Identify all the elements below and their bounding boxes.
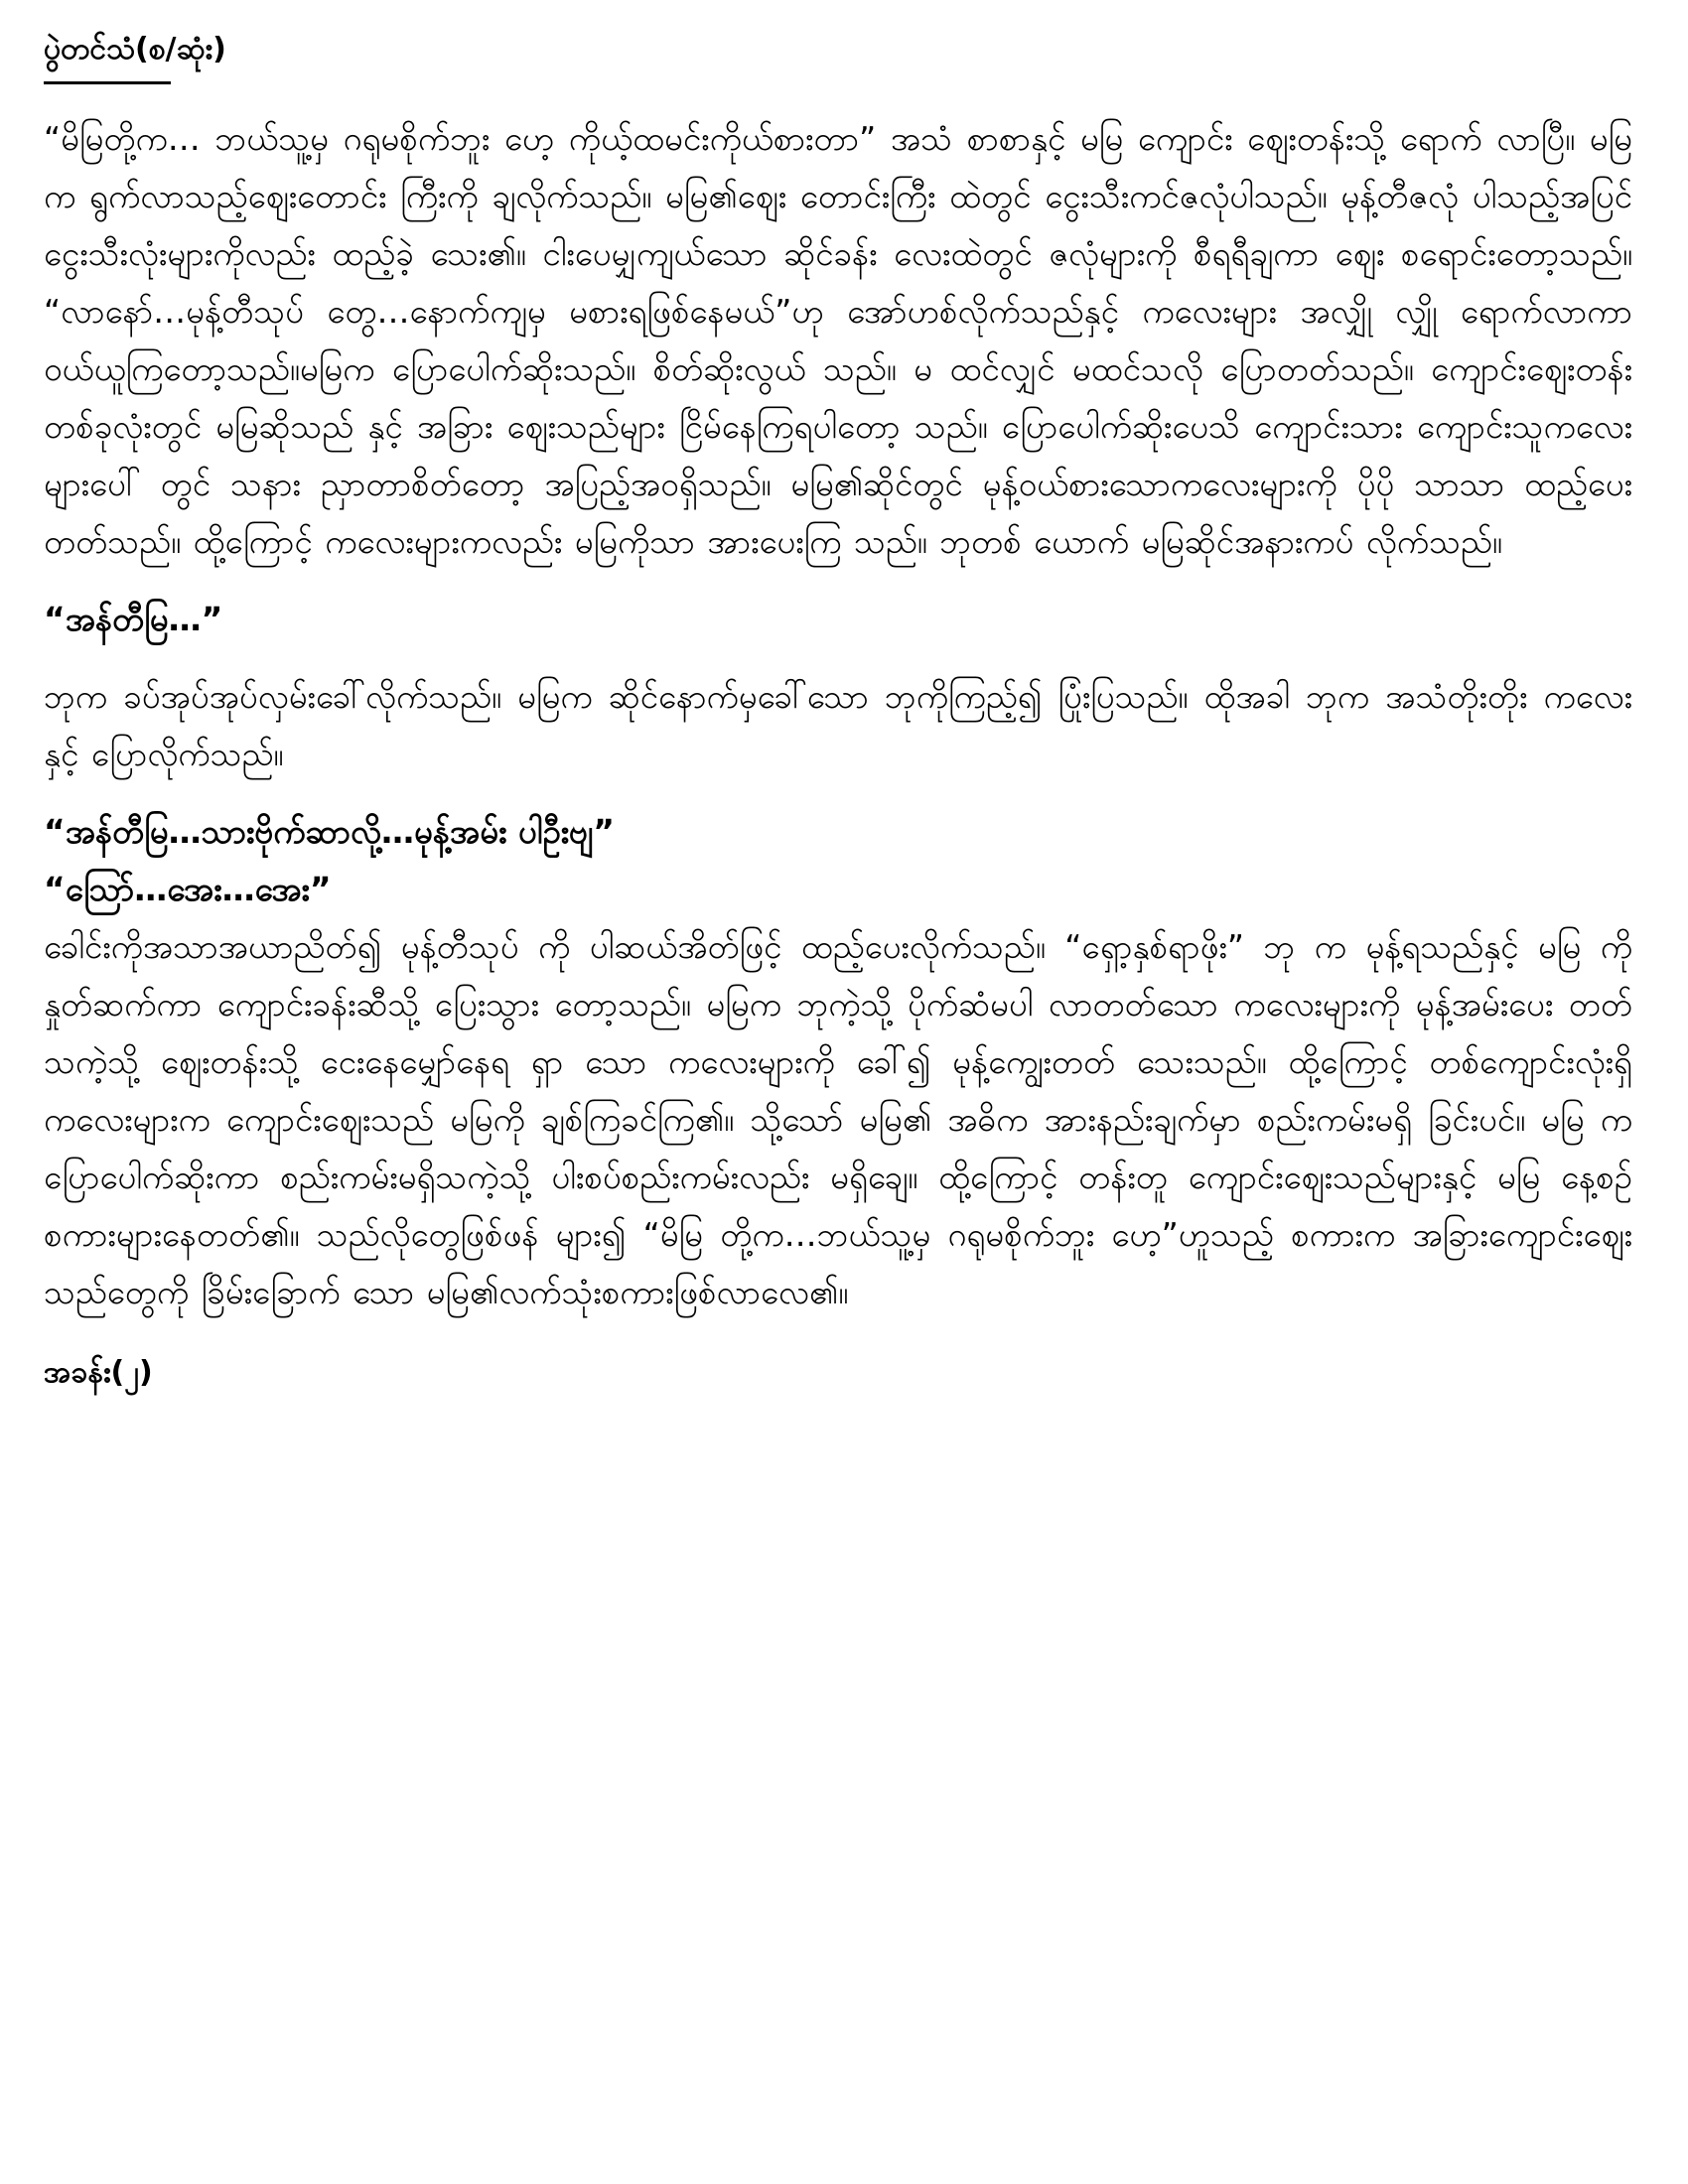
document-title: ပွဲတင်သံ(စ/ဆုံး) [44,32,226,67]
paragraph-2: ဘုက ခပ်အုပ်အုပ်လှမ်းခေါ်လိုက်သည်။ မမြက ဆိုင်နောက်မှခေါ်သော ဘုကိုကြည့်၍ ပြုံးပြသည်။ ထိုအခါ ဘုက အသံတိုးတိုး ကလေးနှင့် ပြောလိုက်သည်။ [44,677,1632,773]
paragraph-3: ခေါင်းကိုအသာအယာညိတ်၍ မုန့်တီသုပ် ကို ပါဆယ်အိတ်ဖြင့် ထည့်ပေးလိုက်သည်။ “ရှော့နှစ်ရာဖိုး” ဘု က မုန့်ရသည်နှင့် မမြ ကိုနှုတ်ဆက်ကာ ကျောင်းခန်းဆီသို့ ပြေးသွား တော့သည်။ မမြက ဘုကဲ့သို့ ပိုက်ဆံမပါ လာတတ်သော ကလေးများကို မုန့်အမ်းပေး တတ်သကဲ့သို့ ဈေးတန်းသို့ ငေးနေမျှော်နေရ ရှာ သော ကလေးများကို ခေါ်၍ မုန့်ကျွေးတတ် သေးသည်။ ထို့ကြောင့် တစ်ကျောင်းလုံးရှိ ကလေးများက ကျောင်းဈေးသည် မမြကို ချစ်ကြခင်ကြ၏။ သို့သော် မမြ၏ အဓိက အားနည်းချက်မှာ စည်းကမ်းမရှိ ခြင်းပင်။ မမြ က ပြောပေါက်ဆိုးကာ စည်းကမ်းမရှိသကဲ့သို့ ပါးစပ်စည်းကမ်းလည်း မရှိချေ။ ထို့ကြောင့် တန်းတူ ကျောင်းဈေးသည်များနှင့် မမြ နေ့စဉ် စကားများနေတတ်၏။ သည်လိုတွေဖြစ်ဖန် များ၍ “မိမြ တို့က…ဘယ်သူ့မှ ဂရုမစိုက်ဘူး ဟေ့”ဟူသည့် စကားက အခြားကျောင်းဈေး သည်တွေကို ခြိမ်းခြောက် သော မမြ၏လက်သုံးစကားဖြစ်လာလေ၏။ [44,927,1632,1311]
chapter-label: အခန်း(၂) [44,1355,153,1390]
document-page [44,28,1632,2152]
dialogue-line-1: “အန်တီမြ…” [44,600,223,638]
dialogue-line-2: “အန်တီမြ…သားဗိုက်ဆာလို့…မုန့်အမ်း ပါဦးဗျ” [44,812,615,851]
title-divider [44,81,171,84]
dialogue-line-3: “သြော်…အေး…အေး” [44,870,332,908]
paragraph-1: “မိမြတို့က… ဘယ်သူ့မှ ဂရုမစိုက်ဘူး ဟေ့ ကိုယ့်ထမင်းကိုယ်စားတာ” အသံ စာစာနှင့် မမြ ကျောင်း ဈေးတန်းသို့ ရောက် လာပြီ။ မမြက ရွက်လာသည့်ဈေးတောင်း ကြီးကို ချလိုက်သည်။ မမြ၏ဈေး တောင်းကြီး ထဲတွင် ငွေးသီးကင်ဇလုံပါသည်။ မုန့်တီဇလုံ ပါသည့်အပြင် ငွေးသီးလုံးများကိုလည်း ထည့်ခဲ့ သေး၏။ ငါးပေမျှကျယ်သော ဆိုင်ခန်း လေးထဲတွင် ဇလုံများကို စီရရီချကာ ဈေး စရောင်းတော့သည်။ “လာနော်…မုန့်တီသုပ် တွေ…နောက်ကျမှ မစားရဖြစ်နေမယ်”ဟု အော်ဟစ်လိုက်သည်နှင့် ကလေးများ အလျှို လျှို ရောက်လာကာ ဝယ်ယူကြတော့သည်။မမြက ပြောပေါက်ဆိုးသည်။ စိတ်ဆိုးလွယ် သည်။ မ ထင်လျှင် မထင်သလို ပြောတတ်သည်။ ကျောင်းဈေးတန်းတစ်ခုလုံးတွင် မမြဆိုသည် နှင့် အခြား ဈေးသည်များ ငြိမ်နေကြရပါတော့ သည်။ ပြောပေါက်ဆိုးပေသိ ကျောင်းသား ကျောင်းသူကလေးများပေါ် တွင် သနား ညှာတာစိတ်တော့ အပြည့်အဝရှိသည်။ မမြ၏ဆိုင်တွင် မုန့်ဝယ်စားသောကလေးများကို ပိုပို သာသာ ထည့်ပေးတတ်သည်။ ထို့ကြောင့် ကလေးများကလည်း မမြကိုသာ အားပေးကြ သည်။ ဘုတစ် ယောက် မမြဆိုင်အနားကပ် လိုက်သည်။ [44,119,1632,561]
